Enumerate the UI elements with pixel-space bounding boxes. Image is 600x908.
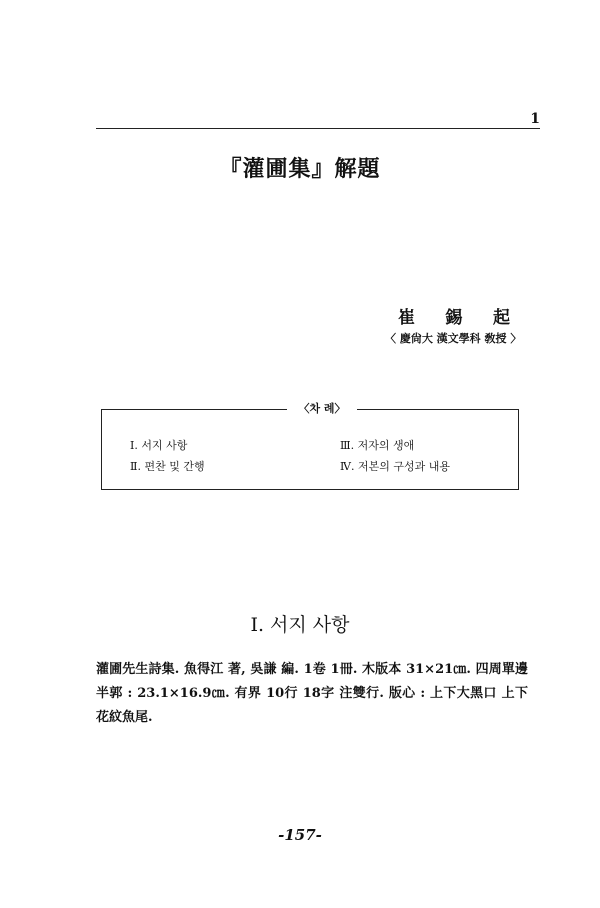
header-rule [96, 128, 540, 129]
toc-item: Ⅳ. 저본의 구성과 내용 [340, 460, 450, 473]
page-number-footer: -157- [278, 826, 322, 844]
author-affiliation: 〈 慶尙大 漢文學科 敎授 〉 [385, 332, 522, 345]
section-heading: Ⅰ. 서지 사항 [250, 614, 350, 636]
section-body-text: 灌圃先生詩集. 魚得江 著, 吳謙 編. 1卷 1冊. 木版本 31×21㎝. 四周單邊 半郭 : 23.1×16.9㎝. 有界 10行 18字 注雙行. 版心 : 上下大黑口 上下花紋魚尾. [96, 662, 528, 725]
toc-item: Ⅰ. 서지 사항 [130, 439, 188, 452]
document-title: 『灌圃集』解題 [219, 156, 381, 182]
author-name [398, 303, 510, 328]
toc-item: Ⅱ. 편찬 및 간행 [130, 460, 205, 473]
author-name-char: 崔 [398, 308, 415, 328]
toc-header: 〈차 례〉 [287, 400, 357, 416]
page-number-top: 1 [530, 111, 540, 127]
author-name-char: 錫 [445, 308, 463, 328]
toc-item: Ⅲ. 저자의 생애 [340, 439, 415, 452]
author-name-char: 起 [493, 308, 510, 328]
